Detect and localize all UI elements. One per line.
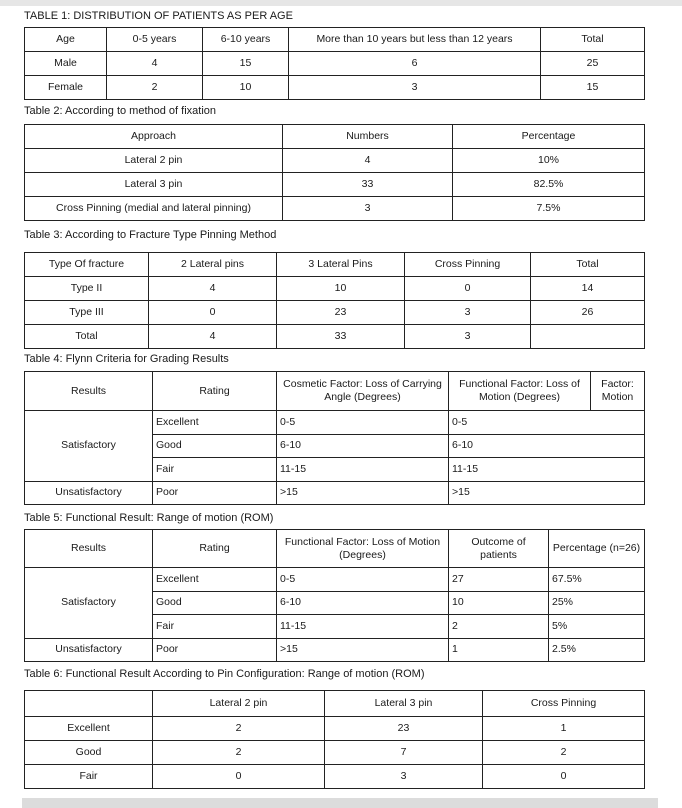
table-row — [25, 481, 645, 505]
table-cell: 0-5 — [277, 411, 449, 435]
table-cell: 11-15 — [277, 458, 449, 482]
table-cell: 26 — [531, 301, 645, 325]
table3 — [24, 252, 645, 349]
table-cell: 10 — [277, 277, 405, 301]
table-cell: 6-10 — [449, 434, 645, 458]
table-cell: 6-10 — [277, 434, 449, 458]
table1-header: More than 10 years but less than 12 years — [289, 28, 541, 52]
table5-header-row — [25, 530, 645, 568]
table6-header-row — [25, 691, 645, 717]
table-row — [25, 277, 645, 301]
table-row — [25, 197, 645, 221]
table-cell: 2 — [153, 741, 325, 765]
table-row — [25, 173, 645, 197]
table-cell: 5% — [549, 615, 645, 639]
table1-header-row — [25, 28, 645, 52]
table-cell: Fair — [25, 765, 153, 789]
table-cell: 27 — [449, 568, 549, 592]
table-cell: 23 — [277, 301, 405, 325]
table-row — [25, 765, 645, 789]
table-cell: 3 — [405, 325, 531, 349]
table5-header: Results — [25, 530, 153, 568]
table3-header: Total — [531, 253, 645, 277]
table-row — [25, 717, 645, 741]
table6-header — [25, 691, 153, 717]
table-row — [25, 52, 645, 76]
table-cell: 15 — [541, 76, 645, 100]
table2-header: Approach — [25, 125, 283, 149]
table-cell: >15 — [277, 481, 449, 505]
table4-header: Results — [25, 372, 153, 411]
table-row — [25, 741, 645, 765]
table-row — [25, 638, 645, 662]
table-cell: Poor — [153, 638, 277, 662]
table-cell: 11-15 — [449, 458, 645, 482]
table6-header: Cross Pinning — [483, 691, 645, 717]
table-cell: Total — [25, 325, 149, 349]
page-footer-band — [22, 798, 658, 808]
table5-caption: Table 5: Functional Result: Range of motion (ROM) — [24, 512, 274, 524]
table-cell: 25% — [549, 591, 645, 615]
table-cell: 67.5% — [549, 568, 645, 592]
table-cell: Fair — [153, 615, 277, 639]
table-cell: 14 — [531, 277, 645, 301]
unsatisfactory-label: Unsatisfactory — [25, 481, 153, 505]
table-cell: Lateral 2 pin — [25, 149, 283, 173]
table-cell: Cross Pinning (medial and lateral pinning) — [25, 197, 283, 221]
table-cell: 0 — [405, 277, 531, 301]
table-cell: Excellent — [153, 411, 277, 435]
table-cell: Poor — [153, 481, 277, 505]
table5-header: Percentage (n=26) — [549, 530, 645, 568]
table-cell: 2 — [153, 717, 325, 741]
table4-header: Factor: Motion — [591, 372, 645, 411]
table-cell: Female — [25, 76, 107, 100]
table-cell: 0 — [149, 301, 277, 325]
table-cell: 2 — [449, 615, 549, 639]
table-cell: 0 — [483, 765, 645, 789]
table-cell: 0-5 — [277, 568, 449, 592]
table-cell: 25 — [541, 52, 645, 76]
table-cell: 2.5% — [549, 638, 645, 662]
satisfactory-label: Satisfactory — [25, 568, 153, 639]
table-cell: 3 — [325, 765, 483, 789]
table-cell: Good — [153, 434, 277, 458]
table-cell: Type II — [25, 277, 149, 301]
table-cell: 10 — [449, 591, 549, 615]
satisfactory-label: Satisfactory — [25, 411, 153, 482]
table3-header-row — [25, 253, 645, 277]
table3-header: 3 Lateral Pins — [277, 253, 405, 277]
table4-header: Rating — [153, 372, 277, 411]
table-row — [25, 325, 645, 349]
table2-header-row — [25, 125, 645, 149]
table4-header-row — [25, 372, 645, 411]
table4-header: Functional Factor: Loss of Motion (Degrees) — [449, 372, 591, 411]
table6 — [24, 690, 645, 789]
table5-header: Outcome of patients — [449, 530, 549, 568]
table4-caption: Table 4: Flynn Criteria for Grading Results — [24, 353, 229, 365]
table-cell: 1 — [449, 638, 549, 662]
table1-header: Age — [25, 28, 107, 52]
table1-header: Total — [541, 28, 645, 52]
table5-header: Rating — [153, 530, 277, 568]
table-cell: 11-15 — [277, 615, 449, 639]
table-cell: 4 — [149, 325, 277, 349]
table-cell: Type III — [25, 301, 149, 325]
table6-header: Lateral 2 pin — [153, 691, 325, 717]
table-cell: 33 — [277, 325, 405, 349]
table-cell: 6-10 — [277, 591, 449, 615]
table-cell: 3 — [283, 197, 453, 221]
table-cell: >15 — [449, 481, 645, 505]
table-cell: Good — [153, 591, 277, 615]
table1-header: 0-5 years — [107, 28, 203, 52]
table-cell — [531, 325, 645, 349]
table-cell: 23 — [325, 717, 483, 741]
table-cell: 33 — [283, 173, 453, 197]
table-cell: 4 — [149, 277, 277, 301]
table6-caption: Table 6: Functional Result According to Pin Configuration: Range of motion (ROM) — [24, 668, 425, 680]
table-cell: 0-5 — [449, 411, 645, 435]
table2-caption: Table 2: According to method of fixation — [24, 105, 217, 117]
table1-caption: TABLE 1: DISTRIBUTION OF PATIENTS AS PER AGE — [24, 10, 293, 22]
table-cell: 2 — [107, 76, 203, 100]
table-cell: 4 — [107, 52, 203, 76]
table6-header: Lateral 3 pin — [325, 691, 483, 717]
table-cell: Good — [25, 741, 153, 765]
table-cell: Excellent — [25, 717, 153, 741]
table5-header: Functional Factor: Loss of Motion (Degrees) — [277, 530, 449, 568]
table4-header: Cosmetic Factor: Loss of Carrying Angle (Degrees) — [277, 372, 449, 411]
table2-header: Percentage — [453, 125, 645, 149]
table-row — [25, 301, 645, 325]
table-cell: 2 — [483, 741, 645, 765]
table2-header: Numbers — [283, 125, 453, 149]
table-cell: Excellent — [153, 568, 277, 592]
table-cell: Male — [25, 52, 107, 76]
table-cell: 82.5% — [453, 173, 645, 197]
table-row — [25, 149, 645, 173]
table3-header: Cross Pinning — [405, 253, 531, 277]
table-cell: 4 — [283, 149, 453, 173]
table-cell: 0 — [153, 765, 325, 789]
table1-header: 6-10 years — [203, 28, 289, 52]
table-row — [25, 76, 645, 100]
table-row — [25, 568, 645, 592]
table2 — [24, 124, 645, 221]
table-cell: 10% — [453, 149, 645, 173]
page-top-edge — [0, 0, 682, 6]
unsatisfactory-label: Unsatisfactory — [25, 638, 153, 662]
table-cell: 7 — [325, 741, 483, 765]
table3-header: 2 Lateral pins — [149, 253, 277, 277]
table-cell: 15 — [203, 52, 289, 76]
table-cell: Lateral 3 pin — [25, 173, 283, 197]
table5 — [24, 529, 645, 662]
table-cell: 1 — [483, 717, 645, 741]
table3-header: Type Of fracture — [25, 253, 149, 277]
table4 — [24, 371, 645, 505]
table1 — [24, 27, 645, 100]
table-cell: 3 — [405, 301, 531, 325]
table-cell: 6 — [289, 52, 541, 76]
table3-caption: Table 3: According to Fracture Type Pinning Method — [24, 229, 277, 241]
table-cell: Fair — [153, 458, 277, 482]
table-row — [25, 411, 645, 435]
table-cell: 10 — [203, 76, 289, 100]
table-cell: >15 — [277, 638, 449, 662]
table-cell: 7.5% — [453, 197, 645, 221]
table-cell: 3 — [289, 76, 541, 100]
